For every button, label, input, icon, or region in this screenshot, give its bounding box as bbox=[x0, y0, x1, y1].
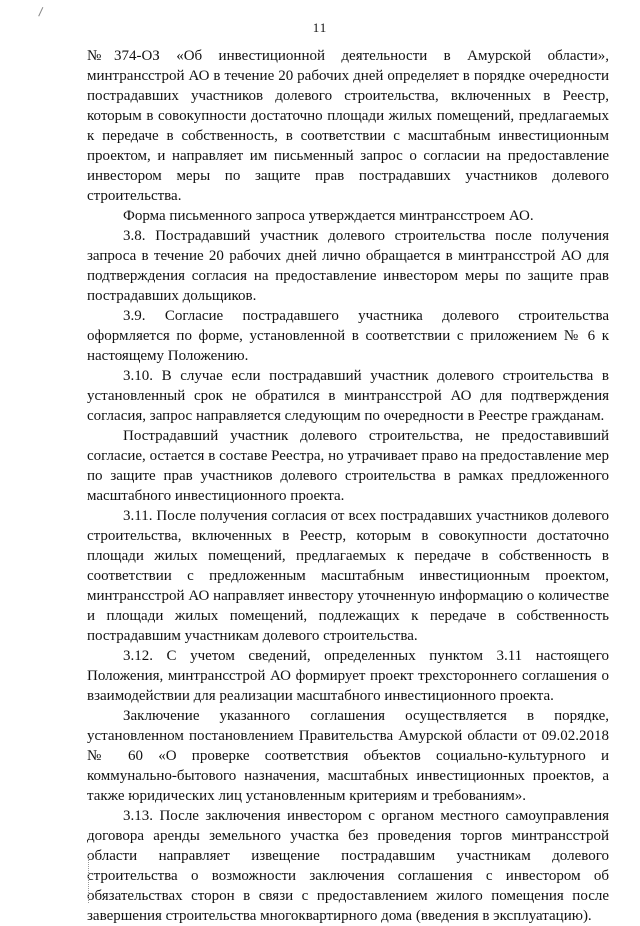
paragraph-continuation: №374-ОЗ «Об инвестиционной деятельности в Амурской области», минтрансстрой АО в течение 20 рабочих дней определяет в порядке очередности пострадавших участников долевого строительства, включенных в Реестр, которым в совокупности достаточно площади жилых помещений, предлагаемых к передаче в собственность, в соответствии с масштабным инвестиционным проектом, и направляет им письменный запрос о согласии на предоставление инвестором меры по защите прав пострадавших участников долевого строительства. bbox=[87, 48, 609, 204]
paragraph-3-13: 3.13. После заключения инвестором с органом местного самоуправления договора аренды земельного участка без проведения торгов минтрансстрой области направляет извещение пострадавшим участникам долевого строительства о возможности заключения соглашения с инвестором об обязательствах сторон в связи с предоставлением жилого помещения после завершения строительства многоквартирного дома (введения в эксплуатацию). bbox=[87, 808, 609, 924]
page-number: 11 bbox=[312, 20, 328, 35]
document-body bbox=[87, 46, 609, 926]
paragraph-3-8: 3.8. Пострадавший участник долевого строительства после получения запроса в течение 20 рабочих дней лично обращается в минтрансстрой АО для подтверждения согласия на предоставление инвестором меры по защите прав пострадавших дольщиков. bbox=[87, 228, 609, 304]
paragraph-3-9: 3.9. Согласие пострадавшего участника долевого строительства оформляется по форме, установленной в соответствии с приложением № 6 к настоящему Положению. bbox=[87, 308, 609, 364]
margin-stamp bbox=[88, 855, 93, 903]
scan-mark bbox=[38, 7, 49, 19]
paragraph-request-form: Форма письменного запроса утверждается минтрансстроем АО. bbox=[123, 208, 534, 224]
paragraph-3-12-cont: Заключение указанного соглашения осуществляется в порядке, установленном постановлением Правительства Амурской области от 09.02.2018 № 60 «О проверке соответствия объектов социально-культурного и коммунально-бытового назначения, масштабных инвестиционных проектов, а также юридических лиц установленным критериям и требованиям». bbox=[87, 708, 609, 804]
paragraph-3-10: 3.10. В случае если пострадавший участник долевого строительства в установленный срок не обратился в минтрансстрой АО для подтверждения согласия, запрос направляется следующим по очередности в Реестре гражданам. bbox=[87, 368, 609, 424]
paragraph-3-12: 3.12. С учетом сведений, определенных пунктом 3.11 настоящего Положения, минтрансстрой АО формирует проект трехстороннего соглашения о взаимодействии для реализации масштабного инвестиционного проекта. bbox=[87, 648, 609, 704]
paragraph-3-10-cont: Пострадавший участник долевого строительства, не предоставивший согласие, остается в составе Реестра, но утрачивает право на предоставление мер по защите прав участников долевого строительства в рамках предложенного масштабного инвестиционного проекта. bbox=[87, 428, 609, 504]
paragraph-3-11: 3.11. После получения согласия от всех пострадавших участников долевого строительства, включенных в Реестр, которым в совокупности достаточно площади жилых помещений, предлагаемых к передаче в собственность в соответствии с предложенным масштабным инвестиционным проектом, минтрансстрой АО направляет инвестору уточненную информацию о количестве и площади жилых помещений, подлежащих к передаче в собственность пострадавшим участникам долевого строительства. bbox=[87, 508, 609, 644]
